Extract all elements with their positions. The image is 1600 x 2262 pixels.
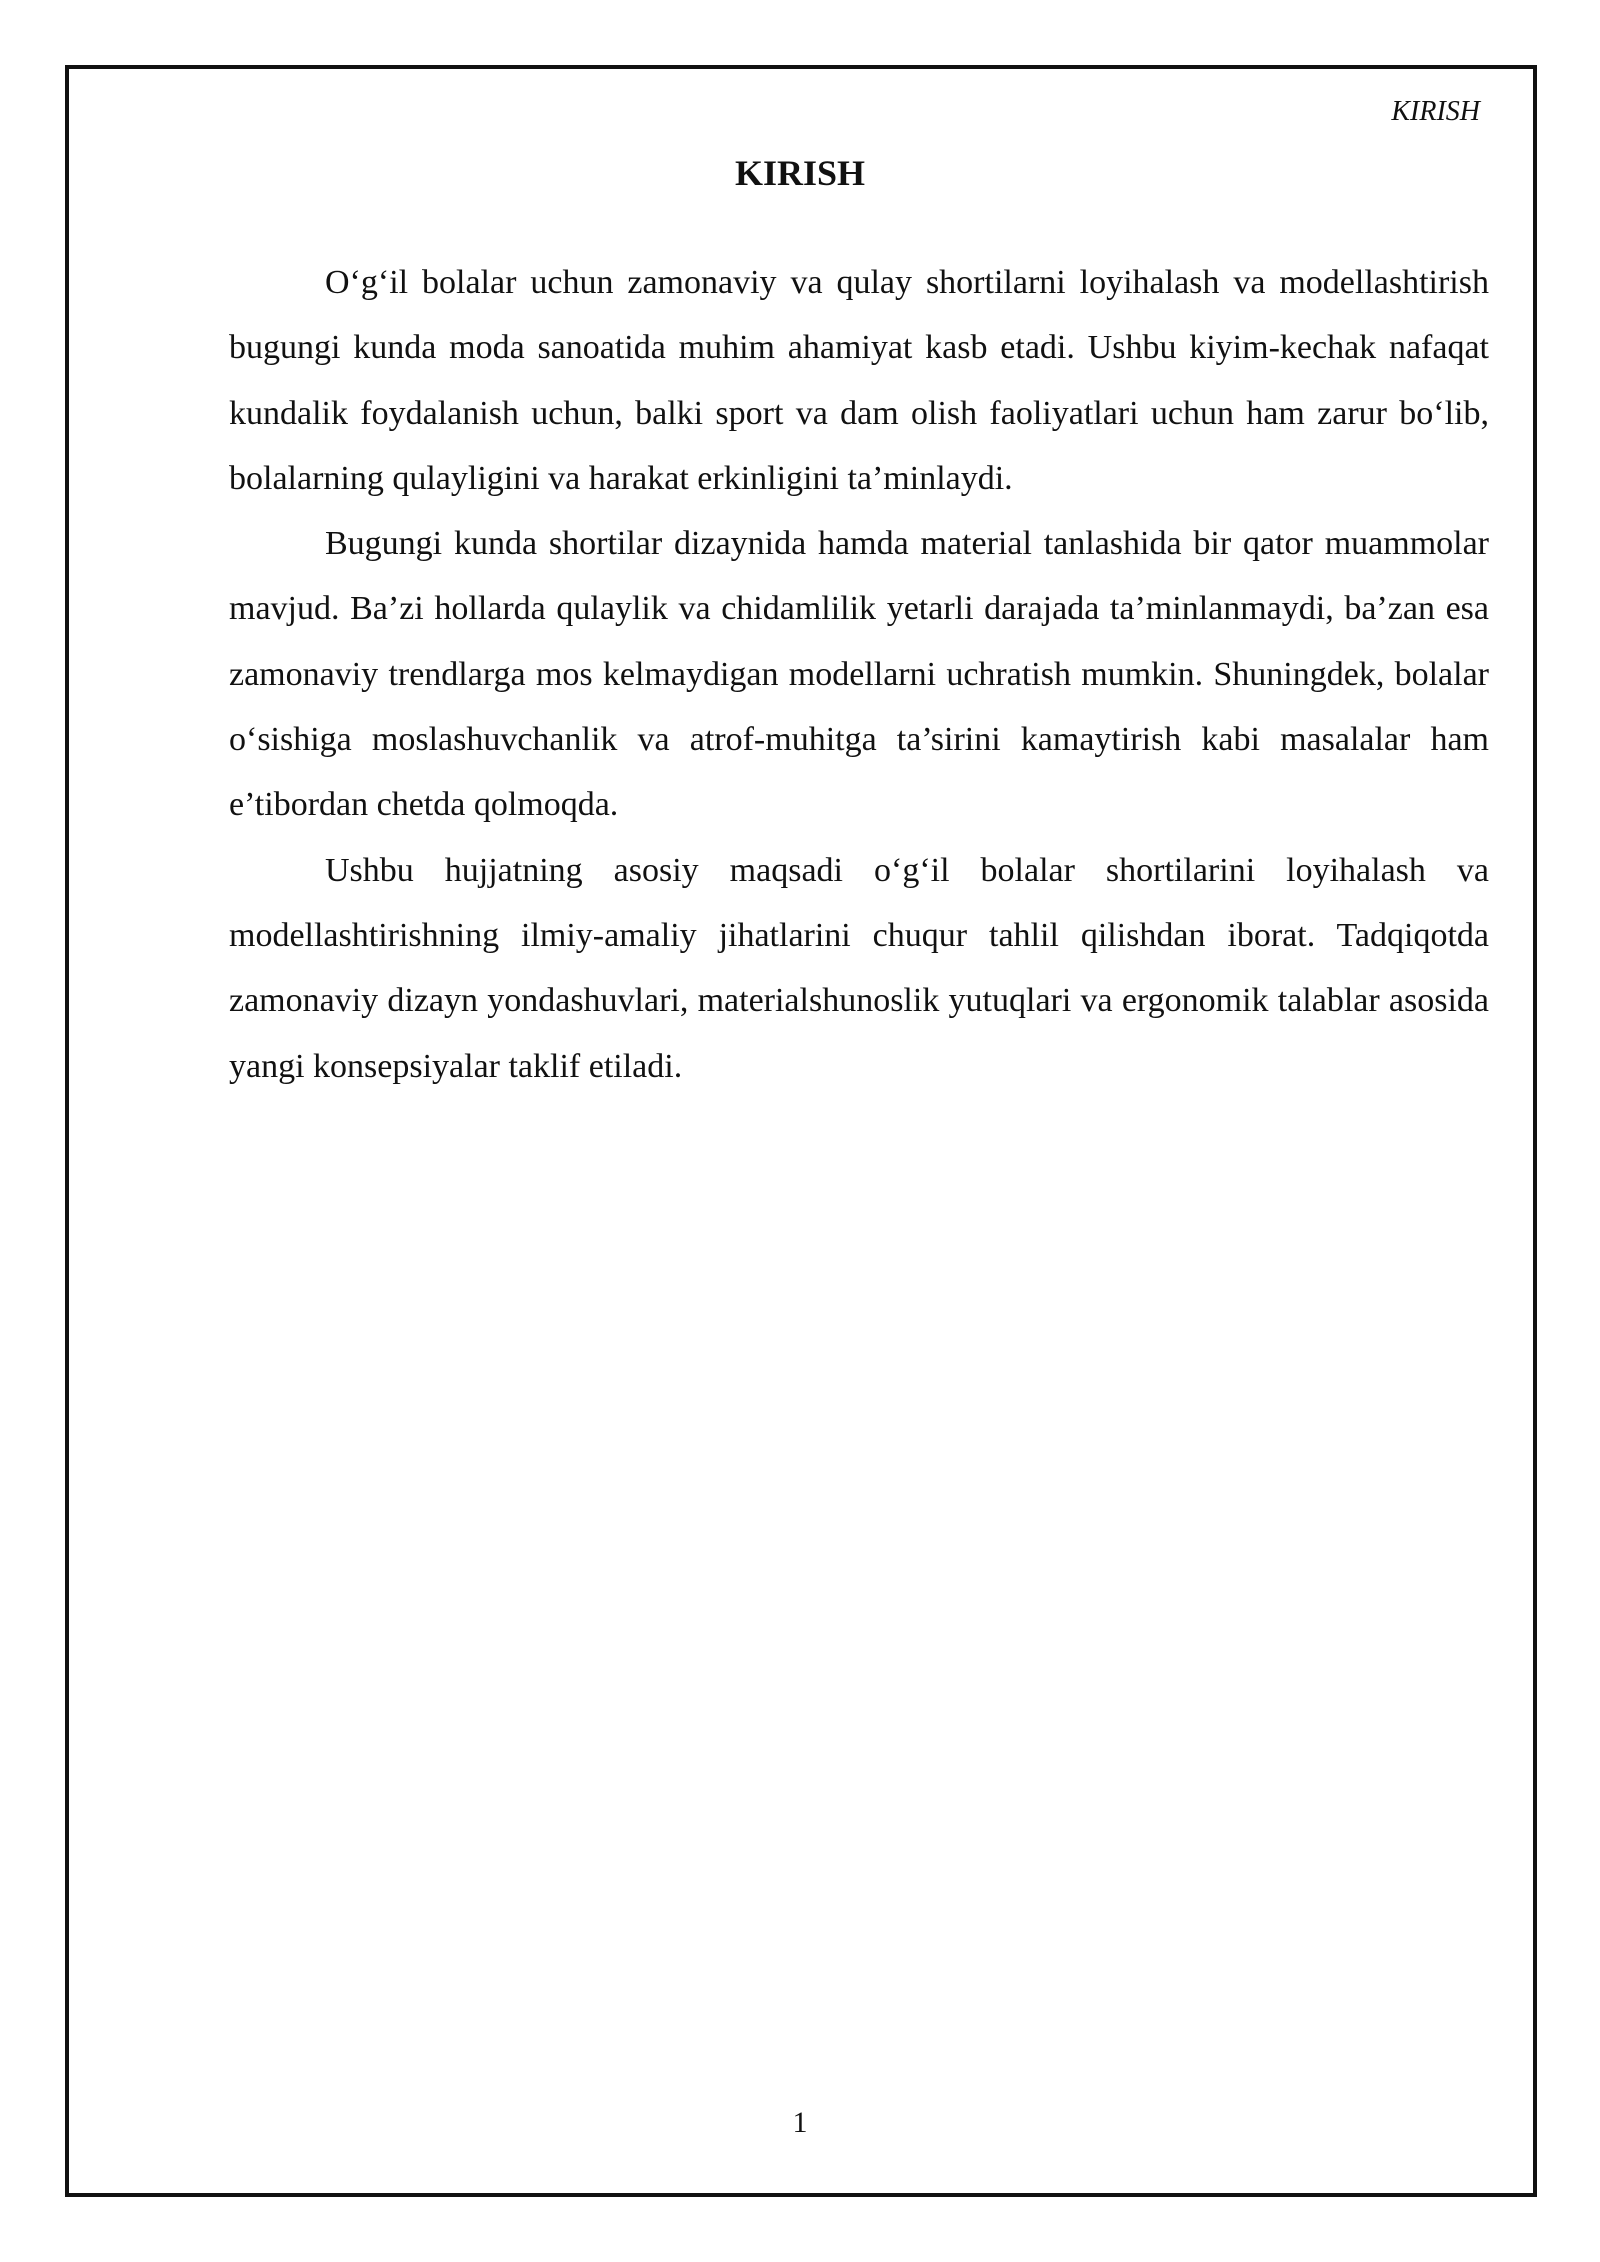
running-header: KIRISH [1391, 96, 1480, 127]
paragraph-3: Ushbu hujjatning asosiy maqsadi o‘g‘il bolalar shortilarini loyihalash va modellashtirishning ilmiy-amaliy jihatlarini chuqur tahlil qilishdan iborat. Tadqiqotda zamonaviy dizayn yondashuvlari, materialshunoslik yutuqlari va ergonomik talablar asosida yangi konsepsiyalar taklif etiladi. [229, 851, 1489, 1085]
page-title: KIRISH [734, 153, 866, 193]
body-text [229, 250, 1489, 1099]
paragraph-1: O‘g‘il bolalar uchun zamonaviy va qulay shortilarni loyihalash va modellashtirish bugungi kunda moda sanoatida muhim ahamiyat kasb etadi. Ushbu kiyim-kechak nafaqat kundalik foydalanish uchun, balki sport va dam olish faoliyatlari uchun ham zarur bo‘lib, bolalarning qulayligini va harakat erkinligini ta’minlaydi. [229, 264, 1489, 497]
paragraph-2: Bugungi kunda shortilar dizaynida hamda material tanlashida bir qator muammolar mavjud. Ba’zi hollarda qulaylik va chidamlilik yetarli darajada ta’minlanmaydi, ba’zan esa zamonaviy trendlarga mos kelmaydigan modellarni uchratish mumkin. Shuningdek, bolalar o‘sishiga moslashuvchanlik va atrof-muhitga ta’sirini kamaytirish kabi masalalar ham e’tibordan chetda qolmoqda. [229, 525, 1489, 824]
page-number: 1 [792, 2106, 808, 2139]
